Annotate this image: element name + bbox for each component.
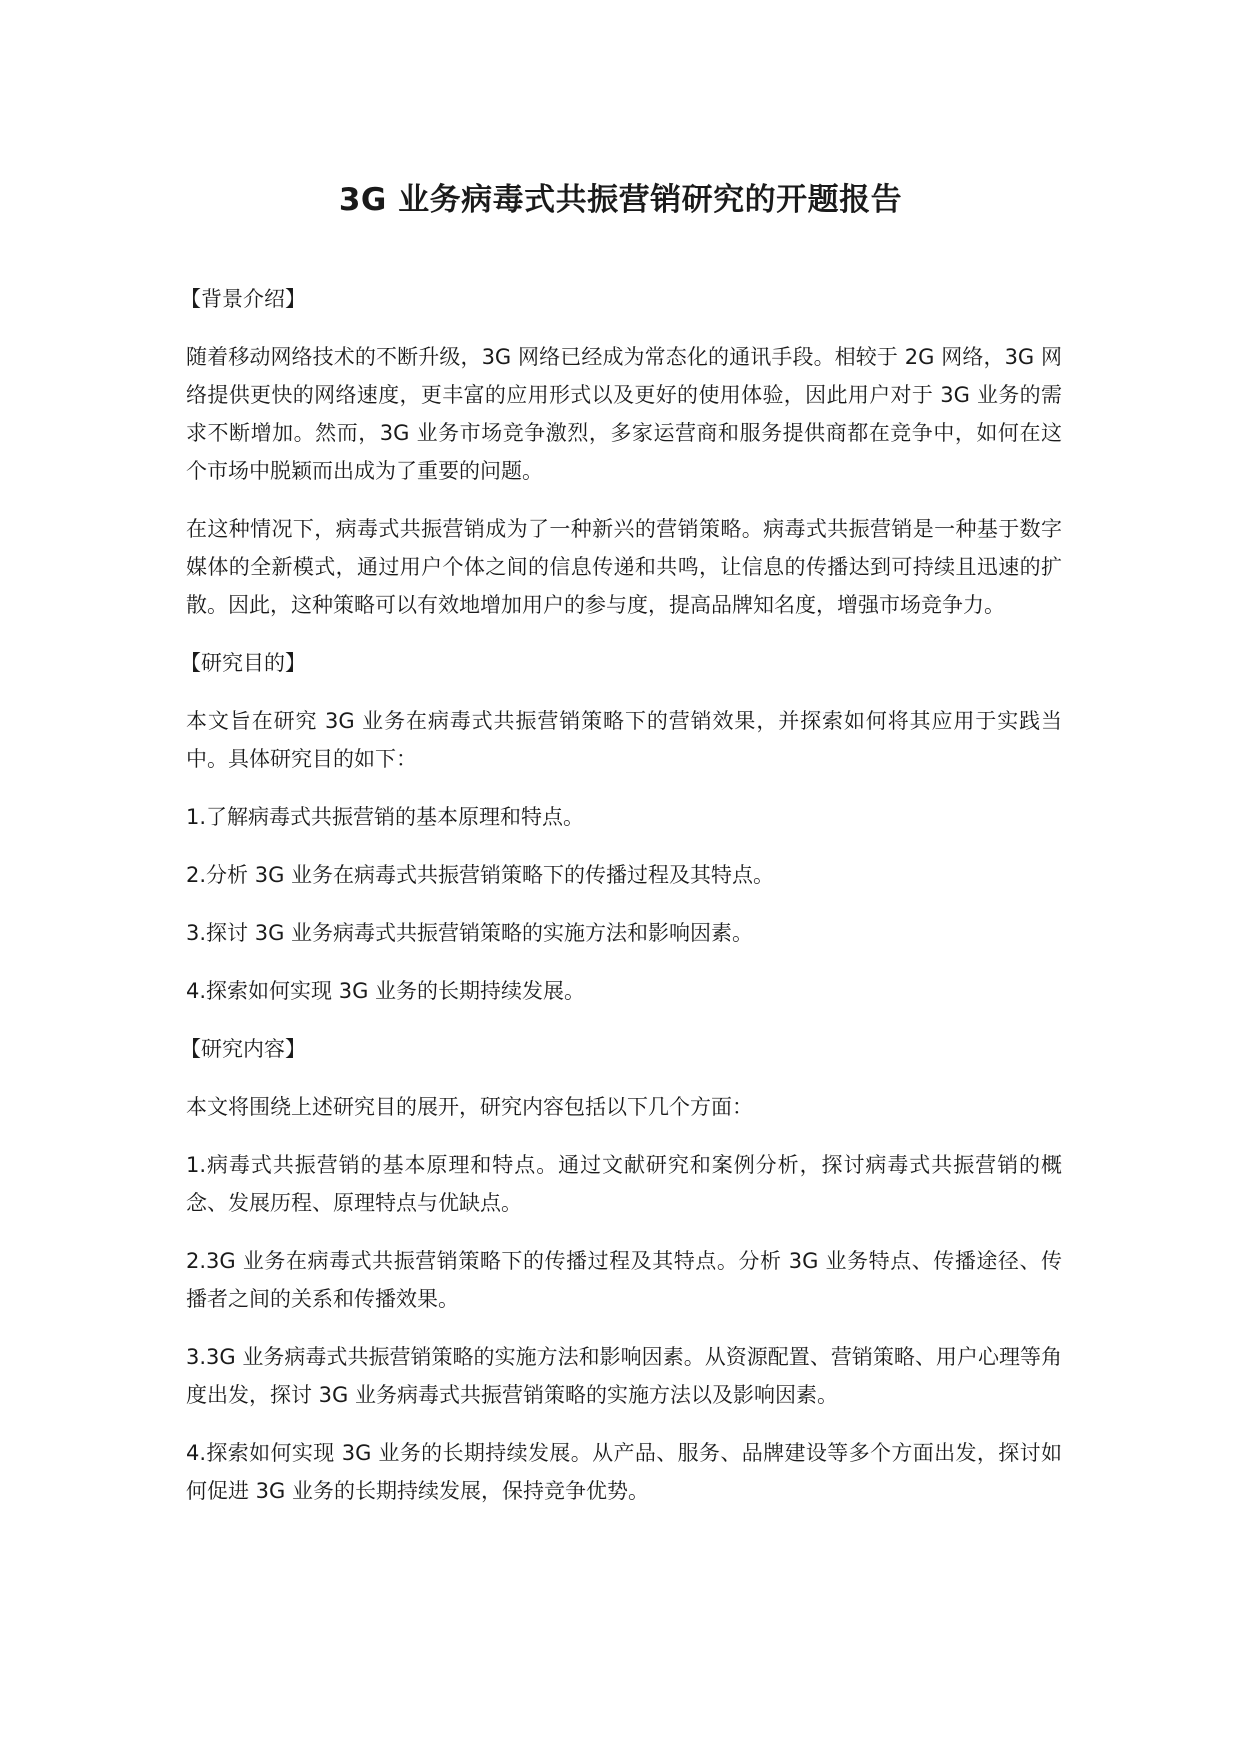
document-title: 3G 业务病毒式共振营销研究的开题报告 [338, 182, 903, 218]
list-item: 1.病毒式共振营销的基本原理和特点。通过文献研究和案例分析，探讨病毒式共振营销的概念、发展历程、原理特点与优缺点。 [186, 1153, 1062, 1215]
paragraph: 本文将围绕上述研究目的展开，研究内容包括以下几个方面： [186, 1095, 753, 1119]
section-heading-background: 【背景介绍】 [180, 287, 306, 311]
document-body [180, 280, 1062, 1530]
list-item: 2.3G 业务在病毒式共振营销策略下的传播过程及其特点。分析 3G 业务特点、传播途径、传播者之间的关系和传播效果。 [186, 1249, 1062, 1311]
list-item: 4.探索如何实现 3G 业务的长期持续发展。 [186, 979, 586, 1003]
list-item: 3.3G 业务病毒式共振营销策略的实施方法和影响因素。从资源配置、营销策略、用户心理等角度出发，探讨 3G 业务病毒式共振营销策略的实施方法以及影响因素。 [186, 1345, 1062, 1407]
list-item: 1.了解病毒式共振营销的基本原理和特点。 [186, 805, 585, 829]
paragraph: 本文旨在研究 3G 业务在病毒式共振营销策略下的营销效果，并探索如何将其应用于实践当中。具体研究目的如下： [186, 709, 1062, 771]
list-item: 2.分析 3G 业务在病毒式共振营销策略下的传播过程及其特点。 [186, 863, 775, 887]
paragraph: 在这种情况下，病毒式共振营销成为了一种新兴的营销策略。病毒式共振营销是一种基于数字媒体的全新模式，通过用户个体之间的信息传递和共鸣，让信息的传播达到可持续且迅速的扩散。因此，这种策略可以有效地增加用户的参与度，提高品牌知名度，增强市场竞争力。 [186, 517, 1062, 617]
list-item: 4.探索如何实现 3G 业务的长期持续发展。从产品、服务、品牌建设等多个方面出发，探讨如何促进 3G 业务的长期持续发展，保持竞争优势。 [186, 1441, 1062, 1503]
paragraph: 随着移动网络技术的不断升级，3G 网络已经成为常态化的通讯手段。相较于 2G 网络，3G 网络提供更快的网络速度，更丰富的应用形式以及更好的使用体验，因此用户对于 3G 业务的需求不断增加。然而，3G 业务市场竞争激烈，多家运营商和服务提供商都在竞争中，如何在这个市场中脱颖而出成为了重要的问题。 [186, 345, 1062, 483]
section-heading-content: 【研究内容】 [180, 1037, 306, 1061]
list-item: 3.探讨 3G 业务病毒式共振营销策略的实施方法和影响因素。 [186, 921, 754, 945]
section-heading-objectives: 【研究目的】 [180, 651, 306, 675]
